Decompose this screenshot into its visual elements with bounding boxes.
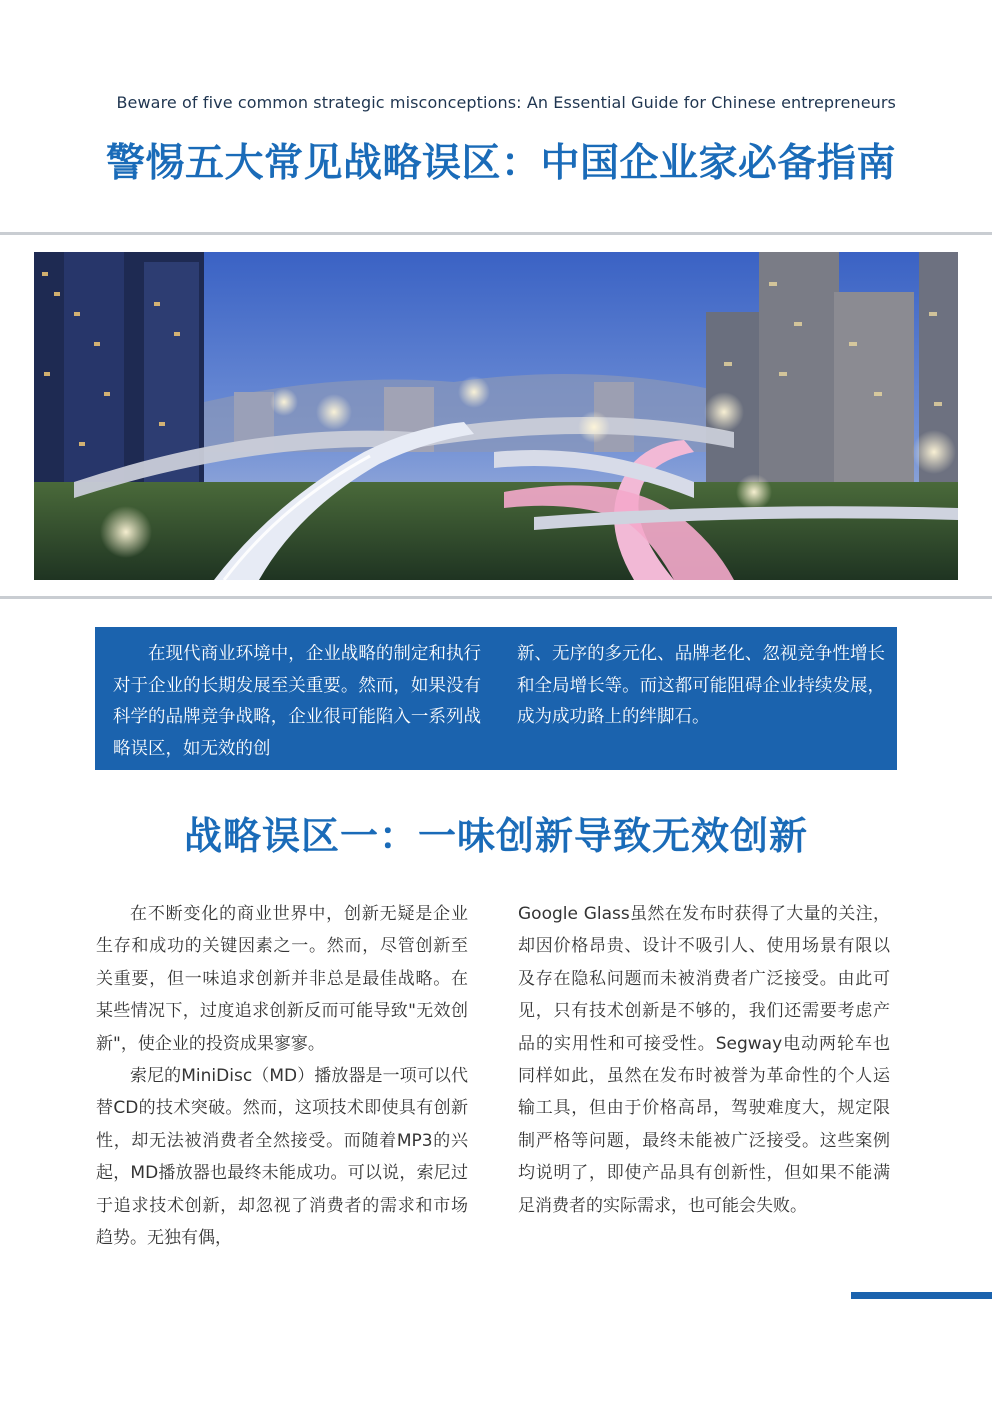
top-divider [0,232,992,235]
body-column-left [96,898,468,1254]
city-overpass-illustration [34,252,958,580]
city-overpass-photo [34,252,958,580]
body-paragraph: 在不断变化的商业世界中，创新无疑是企业生存和成功的关键因素之一。然而，尽管创新至关重要，但一味追求创新并非总是最佳战略。在某些情况下，过度追求创新反而可能导致"无效创新"，使企业的投资成果寥寥。 [96,904,468,1054]
body-column-right [518,898,890,1222]
intro-text-left: 在现代商业环境中，企业战略的制定和执行对于企业的长期发展至关重要。然而，如果没有科学的品牌竞争战略，企业很可能陷入一系列战略误区，如无效的创 [113,644,481,759]
chinese-title: 警惕五大常见战略误区：中国企业家必备指南 [105,140,896,186]
intro-text-right: 新、无序的多元化、品牌老化、忽视竞争性增长和全局增长等。而这都可能阻碍企业持续发展，成为成功路上的绊脚石。 [517,644,885,727]
bottom-divider [0,596,992,599]
section-title: 战略误区一：一味创新导致无效创新 [183,813,808,858]
english-title: Beware of five common strategic misconceptions: An Essential Guide for Chinese entrepreneurs [116,93,896,112]
page-accent-bar [851,1292,992,1299]
body-paragraph: Google Glass虽然在发布时获得了大量的关注，却因价格昂贵、设计不吸引人、使用场景有限以及存在隐私问题而未被消费者广泛接受。由此可见，只有技术创新是不够的，我们还需要考虑产品的实用性和可接受性。Segway电动两轮车也同样如此，虽然在发布时被誉为革命性的个人运输工具，但由于价格高昂，驾驶难度大，规定限制严格等问题，最终未能被广泛接受。这些案例均说明了，即使产品具有创新性，但如果不能满足消费者的实际需求，也可能会失败。 [518,904,890,1216]
intro-box [95,627,897,770]
body-paragraph: 索尼的MiniDisc（MD）播放器是一项可以代替CD的技术突破。然而，这项技术即使具有创新性，却无法被消费者全然接受。而随着MP3的兴起，MD播放器也最终未能成功。可以说，索尼过于追求技术创新，却忽视了消费者的需求和市场趋势。无独有偶， [96,1066,468,1249]
